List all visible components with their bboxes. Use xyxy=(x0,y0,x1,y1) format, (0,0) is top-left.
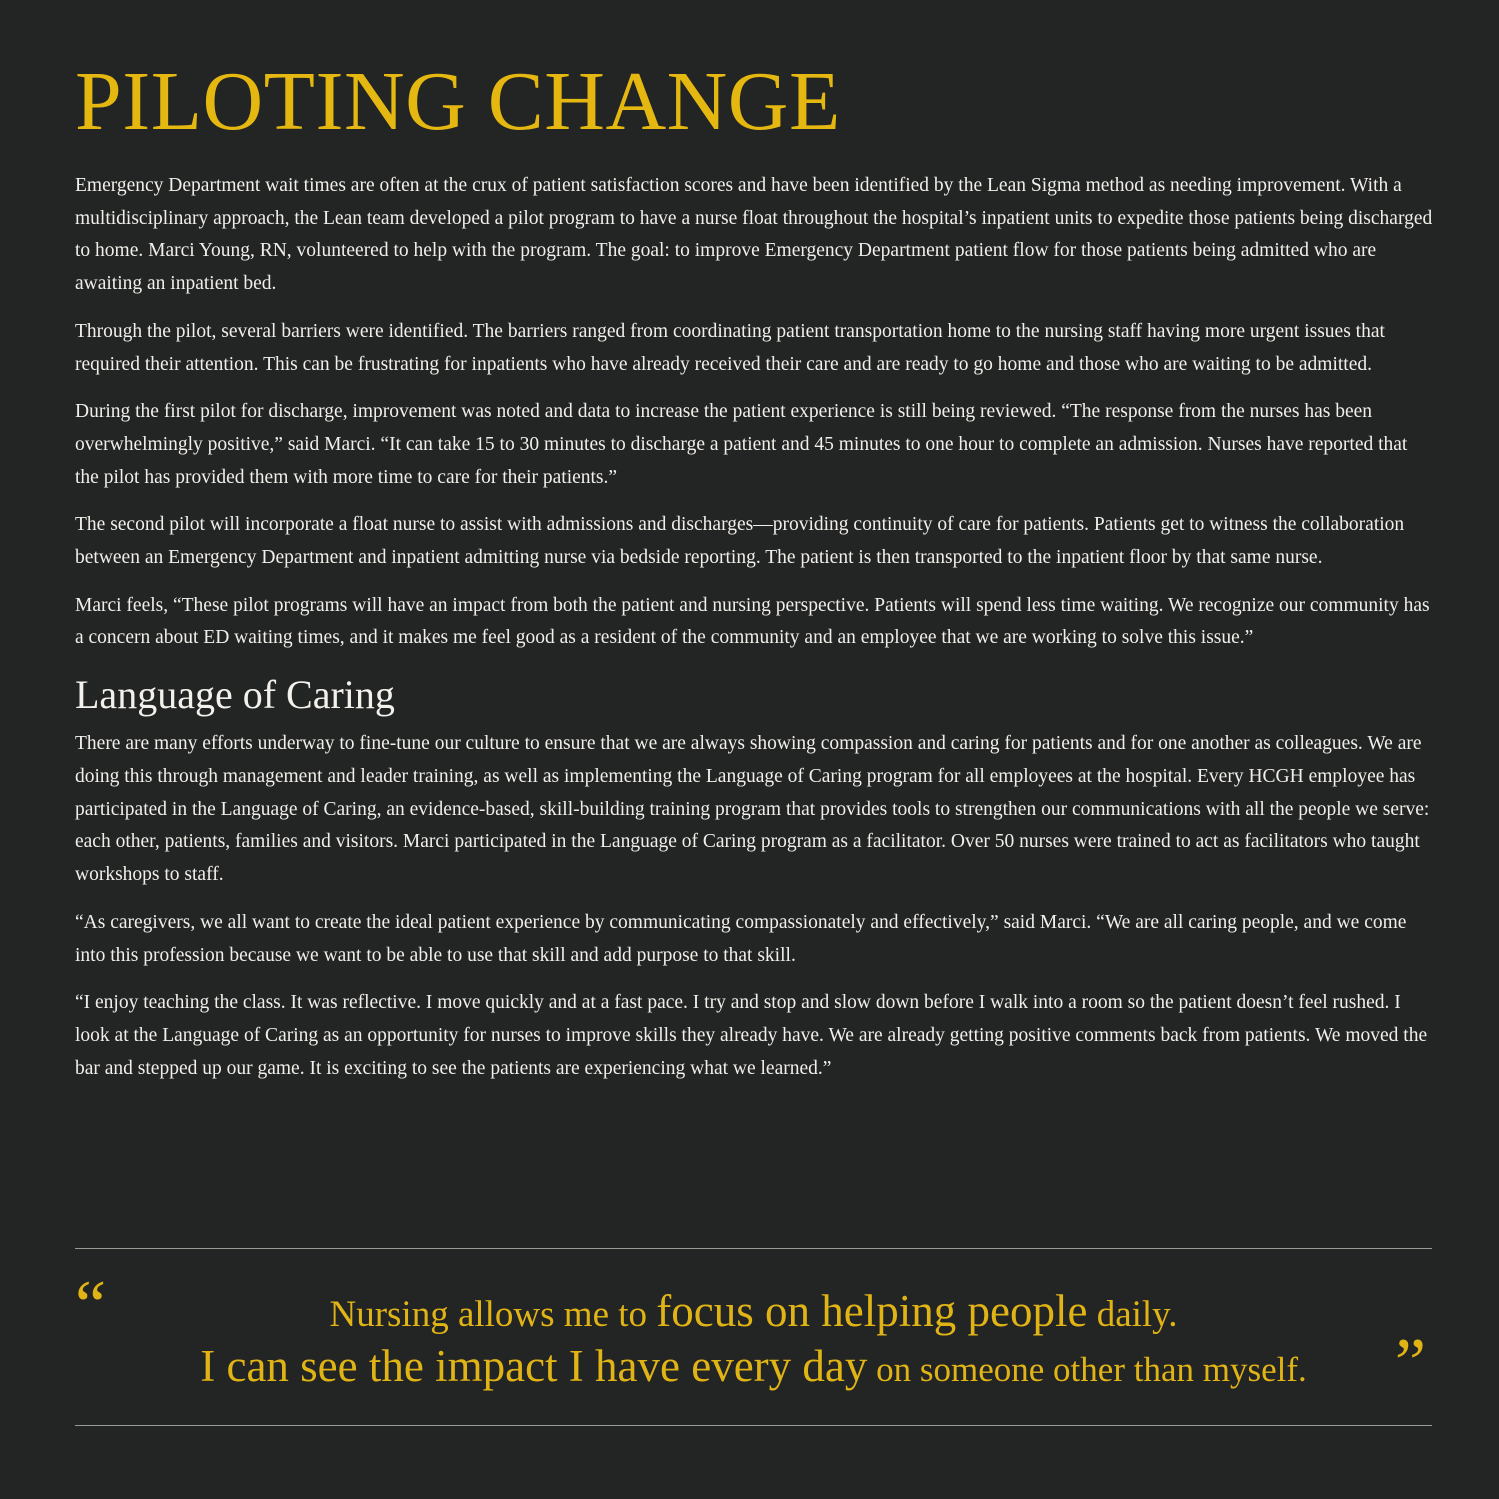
page-title: PILOTING CHANGE xyxy=(75,55,841,148)
piloting-change-section xyxy=(75,170,1435,655)
pull-quote xyxy=(75,1248,1432,1426)
open-quote-icon: “ xyxy=(75,1267,107,1344)
body-paragraph: Through the pilot, several barriers were identified. The barriers ranged from coordinating patient transportation home to the nursing staff having more urgent issues that required their attention. This can be frustrating for inpatients who have already received their care and are ready to go home and those who are waiting to be admitted. xyxy=(75,320,1385,375)
section-heading: Language of Caring xyxy=(75,672,395,718)
article xyxy=(75,55,1435,1100)
close-quote-icon: ” xyxy=(1394,1325,1426,1402)
body-paragraph: There are many efforts underway to fine-tune our culture to ensure that we are always showing compassion and caring for patients and for one another as colleagues. We are doing this through management and leader training, as well as implementing the Language of Caring program for all employees at the hospital. Every HCGH employee has participated in the Language of Caring, an evidence-based, skill-building training program that provides tools to strengthen our communications with all the people we serve: each other, patients, families and visitors. Marci participated in the Language of Caring program as a facilitator. Over 50 nurses were trained to act as facilitators who taught workshops to staff. xyxy=(75,733,1430,886)
pull-quote-text: on someone other than myself. xyxy=(867,1350,1307,1389)
body-paragraph: During the first pilot for discharge, improvement was noted and data to increase the patient experience is still being reviewed. “The response from the nurses has been overwhelmingly positive,” said Marci. “It can take 15 to 30 minutes to discharge a patient and 45 minutes to one hour to complete an admission. Nurses have reported that the pilot has provided them with more time to care for their patients.” xyxy=(75,401,1408,488)
pull-quote-text: daily. xyxy=(1087,1294,1178,1335)
body-paragraph: “As caregivers, we all want to create the ideal patient experience by communicating compassionately and effectively,” said Marci. “We are all caring people, and we come into this profession because we want to be able to use that skill and add purpose to that skill. xyxy=(75,911,1407,966)
pull-quote-emphasis: focus on helping people xyxy=(656,1286,1088,1336)
body-paragraph: Emergency Department wait times are often at the crux of patient satisfaction scores and have been identified by the Lean Sigma method as needing improvement. With a multidisciplinary approach, the Lean team developed a pilot program to have a nurse float throughout the hospital’s inpatient units to expedite those patients being discharged to home. Marci Young, RN, volunteered to help with the program. The goal: to improve Emergency Department patient flow for those patients being admitted who are awaiting an inpatient bed. xyxy=(75,175,1433,295)
body-paragraph: Marci feels, “These pilot programs will have an impact from both the patient and nursing perspective. Patients will spend less time waiting. We recognize our community has a concern about ED waiting times, and it makes me feel good as a resident of the community and an employee that we are working to solve this issue.” xyxy=(75,594,1430,649)
pull-quote-text: Nursing allows me to xyxy=(329,1294,657,1335)
pull-quote-line-2 xyxy=(75,1340,1432,1392)
pull-quote-line-1 xyxy=(75,1285,1432,1337)
body-paragraph: The second pilot will incorporate a float nurse to assist with admissions and discharges—providing continuity of care for patients. Patients get to witness the collaboration between an Emergency Department and inpatient admitting nurse via bedside reporting. The patient is then transported to the inpatient floor by that same nurse. xyxy=(75,514,1405,569)
pull-quote-emphasis: I can see the impact I have every day xyxy=(200,1341,868,1391)
language-of-caring-section xyxy=(75,673,1435,1085)
body-paragraph: “I enjoy teaching the class. It was reflective. I move quickly and at a fast pace. I try and stop and slow down before I walk into a room so the patient doesn’t feel rushed. I look at the Language of Caring as an opportunity for nurses to improve skills they already have. We are already getting positive comments back from patients. We moved the bar and stepped up our game. It is exciting to see the patients are experiencing what we learned.” xyxy=(75,992,1428,1079)
